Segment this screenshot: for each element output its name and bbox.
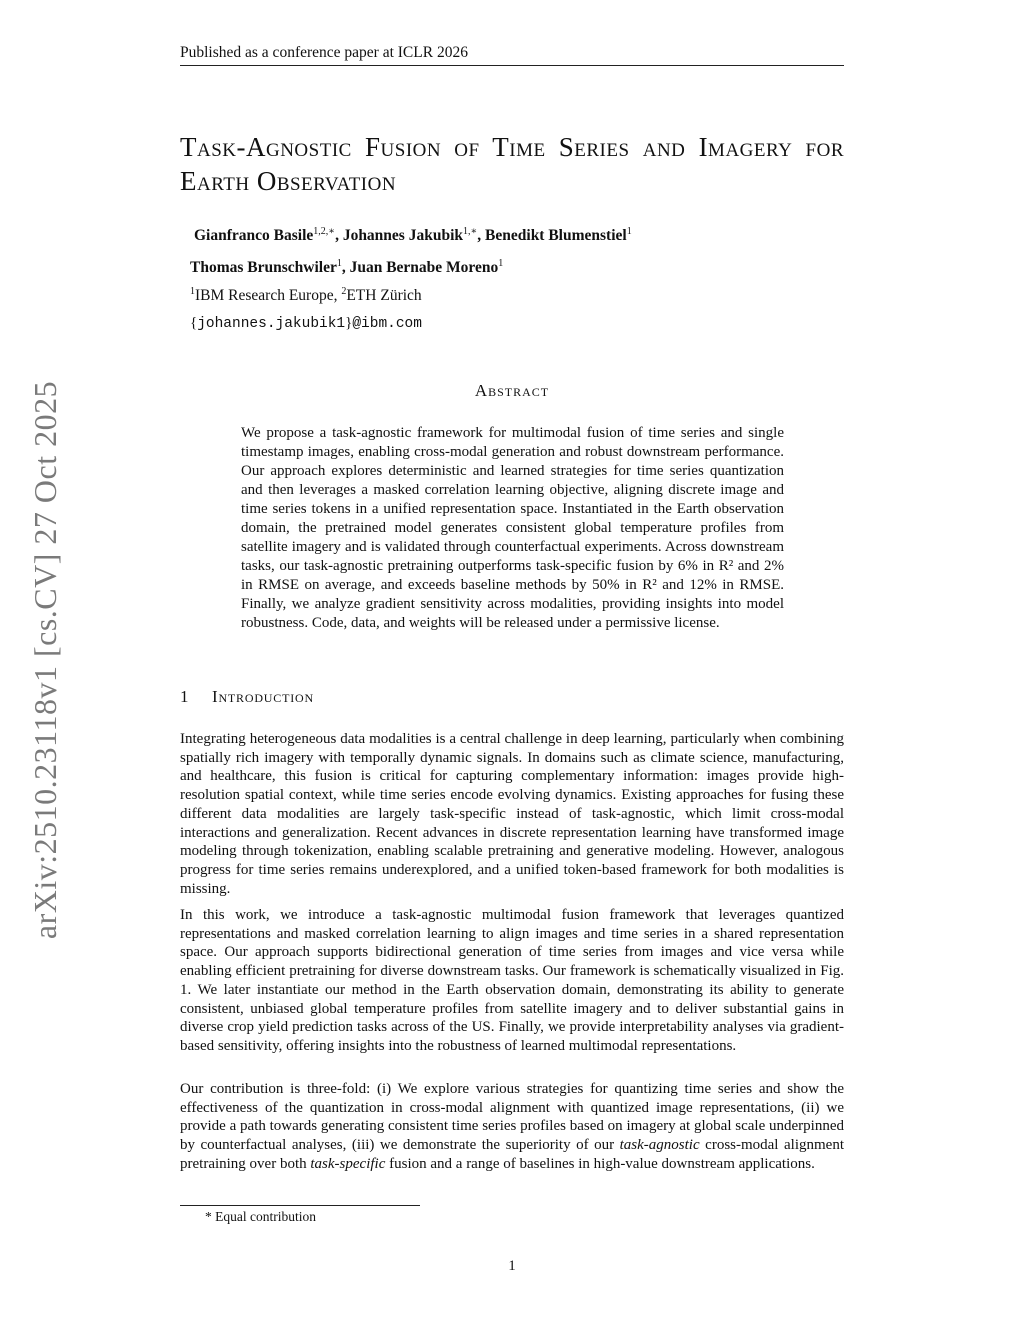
- author-line-1: Gianfranco Basile$^{1,2,∗}$, Johannes Jakubik$^{1,∗}$, Benedikt Blumenstiel$^1$: [194, 225, 632, 244]
- author-affil-sup: 1,∗: [463, 225, 478, 237]
- section-title: Introduction: [212, 687, 314, 706]
- author-affil-sup: 1: [336, 257, 342, 269]
- affiliations: $^1$IBM Research Europe, $^2$ETH Zürich: [190, 285, 422, 304]
- footnote: * Equal contribution: [205, 1209, 316, 1224]
- author-name: Gianfranco Basile: [194, 227, 314, 244]
- abstract-text: We propose a task-agnostic framework for multimodal fusion of time series and single timestamp images, enabling cross-modal generation and robust downstream performance. Our approach explores deterministic and learned strategies for time series quantization and then leverages a masked correlation learning objective, aligning discrete image and time series tokens in a unified representation space. Instantiated in the Earth observation domain, the pretrained model generates consistent global temperature profiles from satellite imagery and is validated through counterfactual experiments. Across downstream tasks, our task-agnostic pretraining outperforms task-specific fusion by 6% in R² and 2% in RMSE on average, and exceeds baseline methods by 50% in R² and 12% in RMSE. Finally, we analyze gradient sensitivity across modalities, providing insights into model robustness. Code, data, and weights will be released under a permissive license.: [241, 425, 784, 631]
- footnote-rule: [180, 1205, 420, 1206]
- section-number: 1: [180, 687, 190, 706]
- author-affil-sup: 1: [626, 225, 632, 237]
- abstract-heading: Abstract: [474, 381, 550, 400]
- intro-paragraph-3: Our contribution is three-fold: (i) We explore various strategies for quantizing time series and show the effectiveness of the quantization in cross-modal alignment with quantized image representations, (ii) we provide a path towards generating consistent time series profiles based on imagery at global scale underpinned by counterfactual analyses, (iii) we demonstrate the superiority of our task-agnostic cross-modal alignment pretraining over both task-specific fusion and a range of baselines in high-value downstream applications.: [180, 1081, 844, 1172]
- header-rule: [180, 65, 844, 66]
- contact-email[interactable]: {johannes.jakubik1}@ibm.com: [190, 315, 422, 332]
- arxiv-stamp: arXiv:2510.23118v1 [cs.CV] 27 Oct 2025: [27, 380, 63, 940]
- section-heading: [180, 687, 314, 707]
- page-number: 1: [508, 1258, 516, 1274]
- author-name: Johannes Jakubik: [342, 227, 463, 244]
- author-affil-sup: 1,2,∗: [313, 225, 336, 237]
- affiliation: ETH Zürich: [346, 287, 422, 304]
- running-header: Published as a conference paper at ICLR 2026: [180, 44, 468, 61]
- intro-paragraph-1: Integrating heterogeneous data modalities is a central challenge in deep learning, particularly when combining spatially rich imagery with temporally dynamic signals. In domains such as climate science, manufacturing, and healthcare, this fusion is critical for capturing complementary information: images provide high-resolution spatial context, while time series encode evolving dynamics. Existing approaches for fusing these different data modalities are largely task-specific instead of task-agnostic, which limit cross-modal interactions and generalization. Recent advances in discrete representation learning have transformed image modeling through tokenization, enabling scalable pretraining and generative modeling. However, analogous progress for time series remains underexplored, and a unified token-based framework for both modalities is missing.: [180, 731, 844, 897]
- affiliation: IBM Research Europe: [195, 287, 334, 304]
- author-line-2: Thomas Brunschwiler$^1$, Juan Bernabe Moreno$^1$: [190, 257, 504, 276]
- paper-title: Task-Agnostic Fusion of Time Series and Imagery for Earth Observation: [180, 132, 844, 196]
- author-name: Thomas Brunschwiler: [190, 259, 337, 276]
- author-name: Benedikt Blumenstiel: [485, 227, 627, 244]
- intro-paragraph-2: In this work, we introduce a task-agnostic multimodal fusion framework that leverages quantized representations and masked correlation learning to align images and time series in a shared representation space. Our approach supports bidirectional generation of time series from images and vice versa while enabling efficient pretraining for diverse downstream tasks. Our framework is schematically visualized in Fig. 1. We later instantiate our method in the Earth observation domain, demonstrating its ability to generate consistent, unbiased global temperature profiles from satellite imagery and to deliver substantial gains in diverse crop yield prediction tasks across of the US. Finally, we provide interpretability analyses via gradient-based sensitivity, offering insights into the robustness of learned multimodal representations.: [180, 907, 844, 1054]
- author-affil-sup: 1: [498, 257, 504, 269]
- author-name: Juan Bernabe Moreno: [349, 259, 499, 276]
